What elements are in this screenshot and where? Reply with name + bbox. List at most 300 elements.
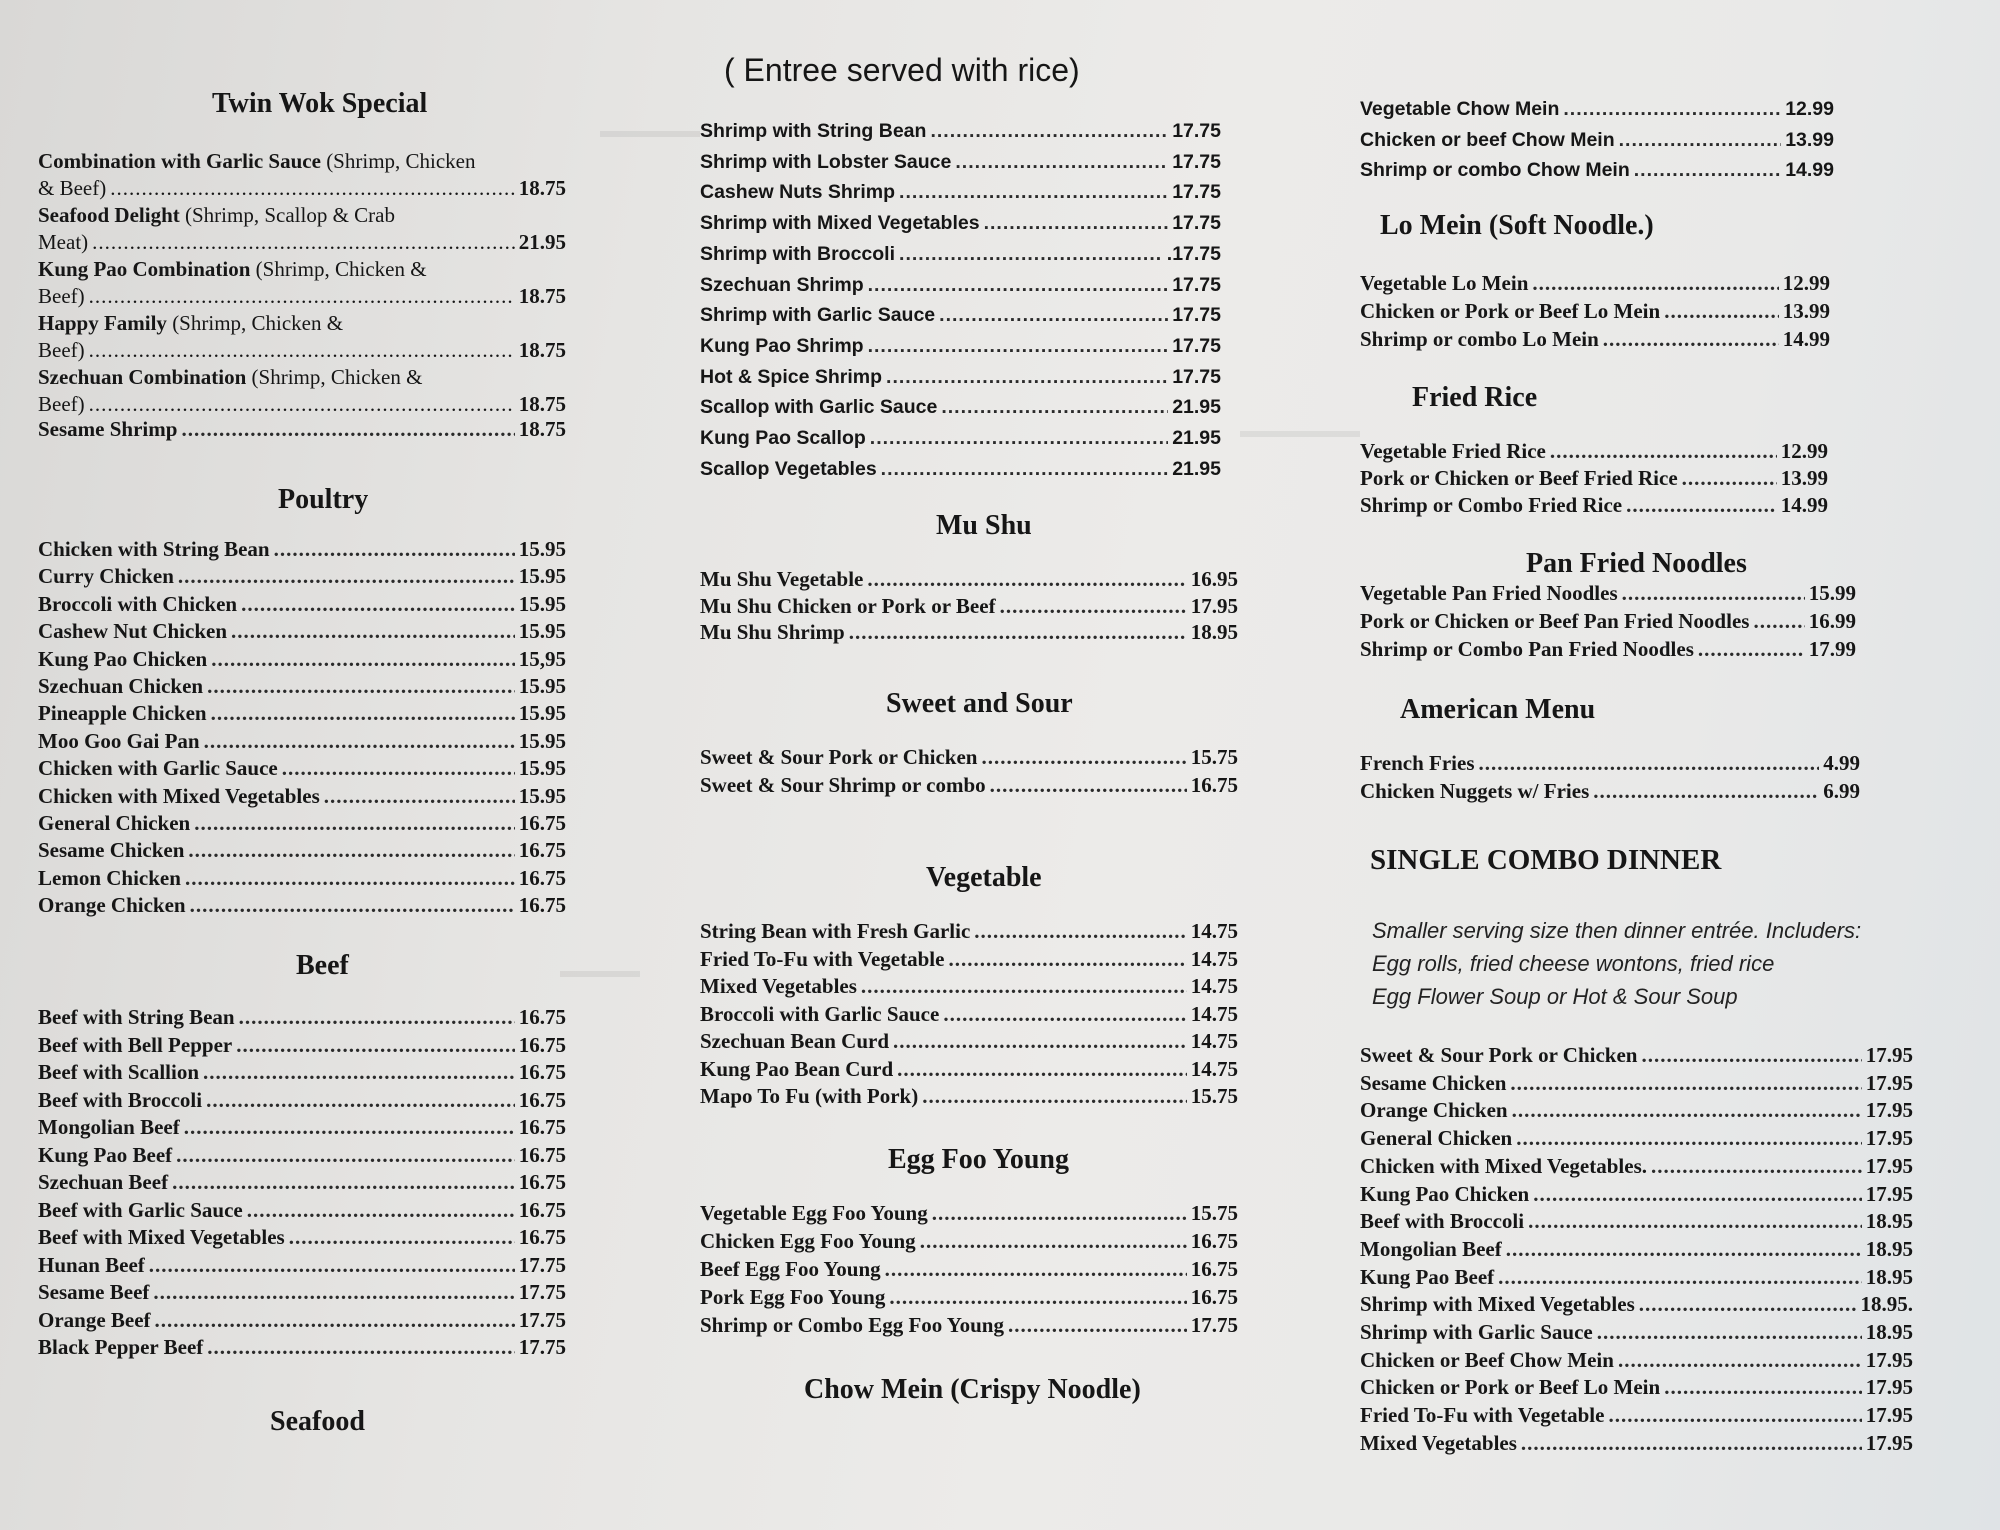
bleed-through-mark: ▬▬▬▬▬▬ xyxy=(1240,420,1360,442)
section-title-twin-wok: Twin Wok Special xyxy=(212,88,428,119)
item-price: 6.99 xyxy=(1823,778,1860,803)
section-title-fried-rice: Fried Rice xyxy=(1412,382,1538,413)
section-title-beef: Beef xyxy=(296,950,349,981)
item-desc: & Beef) xyxy=(38,176,107,200)
menu-item xyxy=(38,1169,566,1196)
item-price: 17.95 xyxy=(1865,1098,1913,1123)
item-name: Beef with Bell Pepper xyxy=(38,1032,233,1057)
item-name: Chicken with Garlic Sauce xyxy=(38,756,278,781)
item-name: Shrimp or Combo Fried Rice xyxy=(1360,493,1623,518)
menu-item xyxy=(38,755,566,782)
menu-item xyxy=(38,202,566,256)
item-name: Pork Egg Foo Young xyxy=(700,1285,886,1309)
menu-item xyxy=(700,619,1238,646)
dot-leader xyxy=(849,619,1187,646)
dot-leader xyxy=(1597,1319,1862,1346)
dot-leader xyxy=(1634,157,1781,184)
menu-item xyxy=(38,1142,566,1169)
dot-leader xyxy=(149,1252,515,1279)
item-price: 17.75 xyxy=(518,1252,566,1277)
menu-item xyxy=(700,744,1238,771)
dot-leader xyxy=(1521,1430,1862,1457)
dot-leader xyxy=(211,646,515,673)
menu-item xyxy=(700,566,1238,593)
dot-leader xyxy=(941,394,1168,421)
menu-item xyxy=(700,210,1221,237)
item-price: 16.95 xyxy=(1190,567,1238,591)
item-price: 17.95 xyxy=(1865,1430,1913,1455)
item-price: 12.99 xyxy=(1782,271,1830,295)
dot-leader xyxy=(955,149,1168,176)
dot-leader xyxy=(867,566,1186,593)
item-name: Orange Chicken xyxy=(38,893,186,918)
section-title-seafood: Seafood xyxy=(270,1406,365,1437)
item-name: Shrimp with Mixed Vegetables xyxy=(700,212,980,235)
dot-leader xyxy=(236,1032,515,1059)
item-name: Shrimp or combo Chow Mein xyxy=(1360,159,1630,181)
menu-item xyxy=(38,810,566,837)
menu-item xyxy=(700,1228,1238,1255)
item-price: 18.75 xyxy=(518,338,566,362)
menu-item xyxy=(1360,1070,1913,1097)
menu-item xyxy=(38,783,566,810)
dot-leader xyxy=(1619,127,1782,154)
dot-leader xyxy=(289,1224,515,1251)
dot-leader xyxy=(194,810,515,837)
item-name: Sweet & Sour Shrimp or combo xyxy=(700,773,986,797)
dot-leader xyxy=(881,456,1169,483)
menu-item xyxy=(700,1083,1238,1110)
dot-leader xyxy=(1563,96,1781,123)
dot-leader xyxy=(241,591,515,618)
item-price: 16.75 xyxy=(518,1060,566,1084)
menu-item xyxy=(700,241,1221,268)
item-price: 13.99 xyxy=(1782,298,1830,323)
dot-leader xyxy=(188,837,514,864)
item-name: Chicken Nuggets w/ Fries xyxy=(1360,778,1590,803)
item-name: Shrimp with String Bean xyxy=(700,120,927,142)
menu-item xyxy=(38,1252,566,1279)
menu-item xyxy=(38,646,566,673)
item-name: Sweet & Sour Pork or Chicken xyxy=(1360,1043,1638,1067)
dot-leader xyxy=(889,1284,1186,1311)
menu-item xyxy=(38,148,566,202)
menu-item xyxy=(1360,438,1828,465)
item-name: Szechuan Bean Curd xyxy=(700,1029,890,1053)
item-price: 16.75 xyxy=(1190,1257,1238,1281)
dot-leader xyxy=(190,892,515,919)
dot-leader xyxy=(899,179,1168,206)
item-name: General Chicken xyxy=(38,811,191,835)
menu-item xyxy=(700,973,1238,1000)
dot-leader xyxy=(1528,1208,1862,1235)
menu-item xyxy=(38,1059,566,1086)
item-price: 16.75 xyxy=(518,1170,566,1194)
item-price: 16.75 xyxy=(518,865,566,890)
item-price: 17.75 xyxy=(1172,334,1221,357)
dot-leader xyxy=(203,1059,515,1086)
dot-leader xyxy=(930,118,1168,145)
item-price: 14.75 xyxy=(1190,1029,1238,1053)
item-price: 16.75 xyxy=(518,1142,566,1167)
item-price: 18.75 xyxy=(518,417,566,441)
dot-leader xyxy=(1664,1374,1862,1401)
dot-leader xyxy=(981,744,1186,771)
item-name: Mapo To Fu (with Pork) xyxy=(700,1084,919,1108)
dot-leader xyxy=(1516,1125,1862,1152)
dot-leader xyxy=(1641,1042,1861,1069)
menu-item xyxy=(38,563,566,590)
item-name: Mu Shu Vegetable xyxy=(700,567,864,591)
item-name: Vegetable Chow Mein xyxy=(1360,98,1560,120)
section-title-egg-foo-young: Egg Foo Young xyxy=(888,1144,1070,1175)
dot-leader xyxy=(886,364,1168,391)
item-name: Shrimp with Mixed Vegetables xyxy=(1360,1292,1635,1317)
menu-item xyxy=(38,865,566,892)
item-name: Cashew Nut Chicken xyxy=(38,619,228,644)
item-price: 13.99 xyxy=(1785,128,1834,151)
item-name: Beef with String Bean xyxy=(38,1005,235,1029)
item-price: 15.95 xyxy=(518,674,566,698)
menu-item xyxy=(700,425,1221,452)
item-name: Mixed Vegetables xyxy=(1360,1430,1517,1455)
item-price: 15.95 xyxy=(518,701,566,726)
item-name: Pineapple Chicken xyxy=(38,701,207,726)
menu-item xyxy=(38,1004,566,1031)
item-name: Chicken Egg Foo Young xyxy=(700,1229,916,1253)
item-name: Shrimp with Lobster Sauce xyxy=(700,150,952,173)
item-name: Mongolian Beef xyxy=(1360,1236,1502,1261)
item-name: Curry Chicken xyxy=(38,564,174,589)
menu-item xyxy=(38,364,566,418)
item-name: Mu Shu Chicken or Pork or Beef xyxy=(700,593,996,618)
menu-item xyxy=(38,591,566,618)
item-price: 16.75 xyxy=(1190,1229,1238,1253)
item-name: Sweet & Sour Pork or Chicken xyxy=(700,745,978,769)
section-title-poultry: Poultry xyxy=(278,484,369,515)
menu-item xyxy=(700,593,1238,620)
item-name: Chicken or Pork or Beef Lo Mein xyxy=(1360,298,1661,323)
item-price: 16.75 xyxy=(518,1225,566,1249)
dot-leader xyxy=(176,1142,515,1169)
item-desc: (Shrimp, Chicken & xyxy=(246,365,423,389)
dot-leader xyxy=(1608,1402,1861,1429)
item-price: 17.75 xyxy=(1172,212,1221,235)
dot-leader xyxy=(899,241,1163,268)
menu-item xyxy=(1360,326,1830,353)
dot-leader xyxy=(185,865,515,892)
item-price: 17.95 xyxy=(1190,593,1238,618)
menu-item xyxy=(38,700,566,727)
dot-leader xyxy=(897,1056,1187,1083)
item-price: 16.75 xyxy=(518,838,566,863)
item-name: Lemon Chicken xyxy=(38,865,181,890)
menu-item xyxy=(1360,608,1856,635)
item-price: 17.75 xyxy=(1172,365,1221,388)
item-price: 17.75 xyxy=(1190,1313,1238,1337)
item-price: 17.99 xyxy=(1808,636,1856,661)
item-price: 21.95 xyxy=(518,230,566,254)
dot-leader xyxy=(1626,492,1777,519)
menu-item xyxy=(1360,1374,1913,1401)
dot-leader xyxy=(274,536,515,563)
item-name: Broccoli with Chicken xyxy=(38,591,238,616)
item-name: Scallop Vegetables xyxy=(700,457,877,480)
dot-leader xyxy=(282,755,515,782)
bleed-through-mark: ▬▬▬▬ xyxy=(560,960,640,982)
item-price: 14.99 xyxy=(1780,493,1828,518)
item-price: 16.75 xyxy=(518,1115,566,1139)
menu-item xyxy=(700,1200,1238,1227)
dot-leader xyxy=(1550,438,1777,465)
item-name: Chicken or beef Chow Mein xyxy=(1360,128,1615,151)
item-price: 17.95 xyxy=(1865,1043,1913,1067)
menu-item xyxy=(700,1056,1238,1083)
menu-item xyxy=(700,1001,1238,1028)
item-desc: Beef) xyxy=(38,284,85,308)
dot-leader xyxy=(231,618,515,645)
menu-item xyxy=(700,456,1221,483)
item-desc: (Shrimp, Chicken & xyxy=(166,311,344,335)
item-price: 14.75 xyxy=(1190,1001,1238,1026)
item-name: Chicken or Beef Chow Mein xyxy=(1360,1347,1614,1372)
item-price: 16.75 xyxy=(518,893,566,918)
item-price: 17.75 xyxy=(1172,304,1221,327)
item-name: General Chicken xyxy=(1360,1126,1513,1151)
menu-item xyxy=(1360,492,1828,519)
menu-item xyxy=(38,1307,566,1334)
item-price: 17.95 xyxy=(1865,1347,1913,1372)
item-price: 18.95 xyxy=(1190,620,1238,645)
dot-leader xyxy=(247,1197,515,1224)
item-price: 21.95 xyxy=(1172,457,1221,480)
item-name: Shrimp with Garlic Sauce xyxy=(1360,1320,1593,1344)
item-name: Sesame Chicken xyxy=(38,838,185,863)
item-price: 18.95. xyxy=(1860,1292,1913,1317)
menu-item xyxy=(1360,1291,1913,1318)
menu-item xyxy=(700,1284,1238,1311)
item-name: Orange Chicken xyxy=(1360,1098,1508,1123)
item-price: 16.75 xyxy=(518,1197,566,1222)
item-name: Beef with Broccoli xyxy=(38,1087,203,1112)
menu-item xyxy=(38,1334,566,1361)
menu-item xyxy=(1360,1153,1913,1180)
item-name: Beef with Scallion xyxy=(38,1060,199,1084)
item-price: 15.95 xyxy=(518,564,566,589)
menu-item xyxy=(700,946,1238,973)
section-title-combo: SINGLE COMBO DINNER xyxy=(1370,844,1722,876)
item-price: 18.95 xyxy=(1865,1236,1913,1261)
item-price: 16.99 xyxy=(1808,608,1856,633)
dot-leader xyxy=(868,272,1169,299)
menu-item xyxy=(38,673,566,700)
dot-leader xyxy=(920,1228,1187,1255)
menu-item xyxy=(1360,127,1834,154)
item-price: 21.95 xyxy=(1172,427,1221,449)
item-price: 12.99 xyxy=(1785,98,1834,120)
item-name: Kung Pao Combination xyxy=(38,257,251,281)
item-name: Mu Shu Shrimp xyxy=(700,620,845,645)
item-name: Chicken with String Bean xyxy=(38,537,270,561)
item-price: 14.75 xyxy=(1190,946,1238,971)
menu-item xyxy=(38,1224,566,1251)
menu-item xyxy=(1360,465,1828,492)
item-price: 15.75 xyxy=(1190,745,1238,769)
item-name: Vegetable Lo Mein xyxy=(1360,271,1529,295)
dot-leader xyxy=(1532,270,1778,297)
dot-leader xyxy=(172,1169,515,1196)
item-name: Vegetable Egg Foo Young xyxy=(700,1201,928,1225)
item-name: Broccoli with Garlic Sauce xyxy=(700,1001,940,1026)
item-desc: (Shrimp, Scallop & Crab xyxy=(179,203,395,227)
menu-item xyxy=(1360,1319,1913,1346)
item-name: Beef Egg Foo Young xyxy=(700,1257,881,1281)
item-desc: (Shrimp, Chicken xyxy=(320,149,476,173)
dot-leader xyxy=(1008,1312,1187,1339)
menu-item xyxy=(1360,778,1860,805)
item-name: Pork or Chicken or Beef Pan Fried Noodles xyxy=(1360,608,1750,633)
menu-item xyxy=(38,256,566,310)
item-name: Happy Family xyxy=(38,311,167,335)
menu-item xyxy=(1360,1347,1913,1374)
menu-item xyxy=(38,728,566,755)
menu-item xyxy=(1360,1125,1913,1152)
item-price: 14.75 xyxy=(1190,919,1238,943)
menu-item xyxy=(700,149,1221,176)
item-price: 18.95 xyxy=(1865,1264,1913,1289)
item-name: Black Pepper Beef xyxy=(38,1335,204,1359)
item-desc: Beef) xyxy=(38,392,85,416)
section-title-sweet-sour: Sweet and Sour xyxy=(886,688,1073,719)
dot-leader xyxy=(153,1279,514,1306)
item-name: Combination with Garlic Sauce xyxy=(38,149,321,173)
menu-item xyxy=(700,394,1221,421)
menu-item xyxy=(38,892,566,919)
item-desc: Meat) xyxy=(38,230,89,254)
dot-leader xyxy=(1603,326,1779,353)
dot-leader xyxy=(1639,1291,1857,1318)
menu-item xyxy=(38,536,566,563)
menu-item xyxy=(1360,96,1834,123)
item-price: 15.95 xyxy=(518,619,566,644)
menu-item xyxy=(1360,1430,1913,1457)
item-price: 17.95 xyxy=(1865,1181,1913,1206)
item-name: Mongolian Beef xyxy=(38,1115,180,1139)
menu-item xyxy=(38,1197,566,1224)
item-price: 16.75 xyxy=(1190,1285,1238,1309)
combo-note-line: Egg Flower Soup or Hot & Sour Soup xyxy=(1372,984,1738,1009)
menu-item xyxy=(1360,636,1856,663)
dot-leader xyxy=(1479,750,1820,777)
item-name: Orange Beef xyxy=(38,1307,151,1332)
dot-leader xyxy=(990,772,1187,799)
item-name: Seafood Delight xyxy=(38,203,180,227)
dot-leader xyxy=(984,210,1169,237)
dot-leader xyxy=(939,302,1168,329)
dot-leader xyxy=(932,1200,1187,1227)
item-price: 17.75 xyxy=(518,1335,566,1359)
bleed-through-mark: ▬▬▬▬▬ xyxy=(600,120,700,142)
menu-item xyxy=(38,1114,566,1141)
menu-item xyxy=(700,1028,1238,1055)
item-name: Sesame Shrimp xyxy=(38,417,178,441)
item-name: Kung Pao Bean Curd xyxy=(700,1056,894,1081)
item-price: 14.99 xyxy=(1785,159,1834,181)
menu-item xyxy=(1360,580,1856,607)
menu-item xyxy=(38,310,566,364)
item-price: 17.75 xyxy=(1172,181,1221,204)
item-price: 15.75 xyxy=(1190,1084,1238,1108)
item-price: 15.95 xyxy=(518,537,566,561)
item-price: 17.95 xyxy=(1865,1375,1913,1400)
item-name: Mixed Vegetables xyxy=(700,974,857,998)
menu-item xyxy=(1360,1208,1913,1235)
item-price: 15.95 xyxy=(518,728,566,753)
dot-leader xyxy=(239,1004,515,1031)
item-price: 16.75 xyxy=(518,1005,566,1029)
menu-item xyxy=(700,118,1221,145)
menu-item xyxy=(38,1279,566,1306)
item-name: Kung Pao Beef xyxy=(1360,1264,1495,1289)
dot-leader xyxy=(206,1087,515,1114)
item-name: Shrimp with Garlic Sauce xyxy=(700,304,936,327)
dot-leader xyxy=(1510,1070,1861,1097)
item-name: Hunan Beef xyxy=(38,1252,145,1277)
item-name: Chicken with Mixed Vegetables xyxy=(38,783,320,808)
menu-item xyxy=(700,1312,1238,1339)
item-price: 17.75 xyxy=(1172,150,1221,173)
dot-leader xyxy=(868,333,1169,360)
served-with-rice-note: ( Entree served with rice) xyxy=(724,52,1080,88)
menu-item xyxy=(700,179,1221,206)
item-price: 13.99 xyxy=(1780,466,1828,491)
item-price: 12.99 xyxy=(1780,439,1828,463)
item-price: 17.95 xyxy=(1865,1153,1913,1178)
menu-item xyxy=(700,302,1221,329)
dot-leader xyxy=(1512,1097,1862,1124)
item-price: 17.75 xyxy=(1172,120,1221,142)
menu-item xyxy=(38,618,566,645)
dot-leader xyxy=(1682,465,1777,492)
item-name: String Bean with Fresh Garlic xyxy=(700,919,971,943)
item-name: Pork or Chicken or Beef Fried Rice xyxy=(1360,466,1678,491)
dot-leader xyxy=(155,1307,515,1334)
item-name: Szechuan Shrimp xyxy=(700,273,864,296)
item-name: Szechuan Beef xyxy=(38,1170,169,1194)
item-price: 17.75 xyxy=(1172,273,1221,296)
dot-leader xyxy=(1506,1236,1862,1263)
item-price: 17.95 xyxy=(1865,1403,1913,1428)
menu-item xyxy=(38,1032,566,1059)
menu-item xyxy=(1360,1181,1913,1208)
menu-item xyxy=(700,918,1238,945)
item-name: Fried To-Fu with Vegetable xyxy=(700,946,945,971)
section-title-vegetable: Vegetable xyxy=(926,862,1042,893)
item-price: 18.75 xyxy=(518,176,566,200)
dot-leader xyxy=(207,673,515,700)
section-title-chow-mein: Chow Mein (Crispy Noodle) xyxy=(804,1374,1141,1405)
item-name: Szechuan Combination xyxy=(38,365,247,389)
item-price: 17.95 xyxy=(1865,1126,1913,1151)
combo-note-line: Egg rolls, fried cheese wontons, fried rice xyxy=(1372,951,1775,976)
item-price: 18.95 xyxy=(1865,1209,1913,1234)
dot-leader xyxy=(1753,608,1804,635)
item-price: 17.75 xyxy=(518,1307,566,1332)
item-name: Shrimp or Combo Pan Fried Noodles xyxy=(1360,636,1694,661)
menu-item xyxy=(1360,1264,1913,1291)
item-price: 15.95 xyxy=(518,756,566,781)
section-title-mushu: Mu Shu xyxy=(936,510,1032,541)
